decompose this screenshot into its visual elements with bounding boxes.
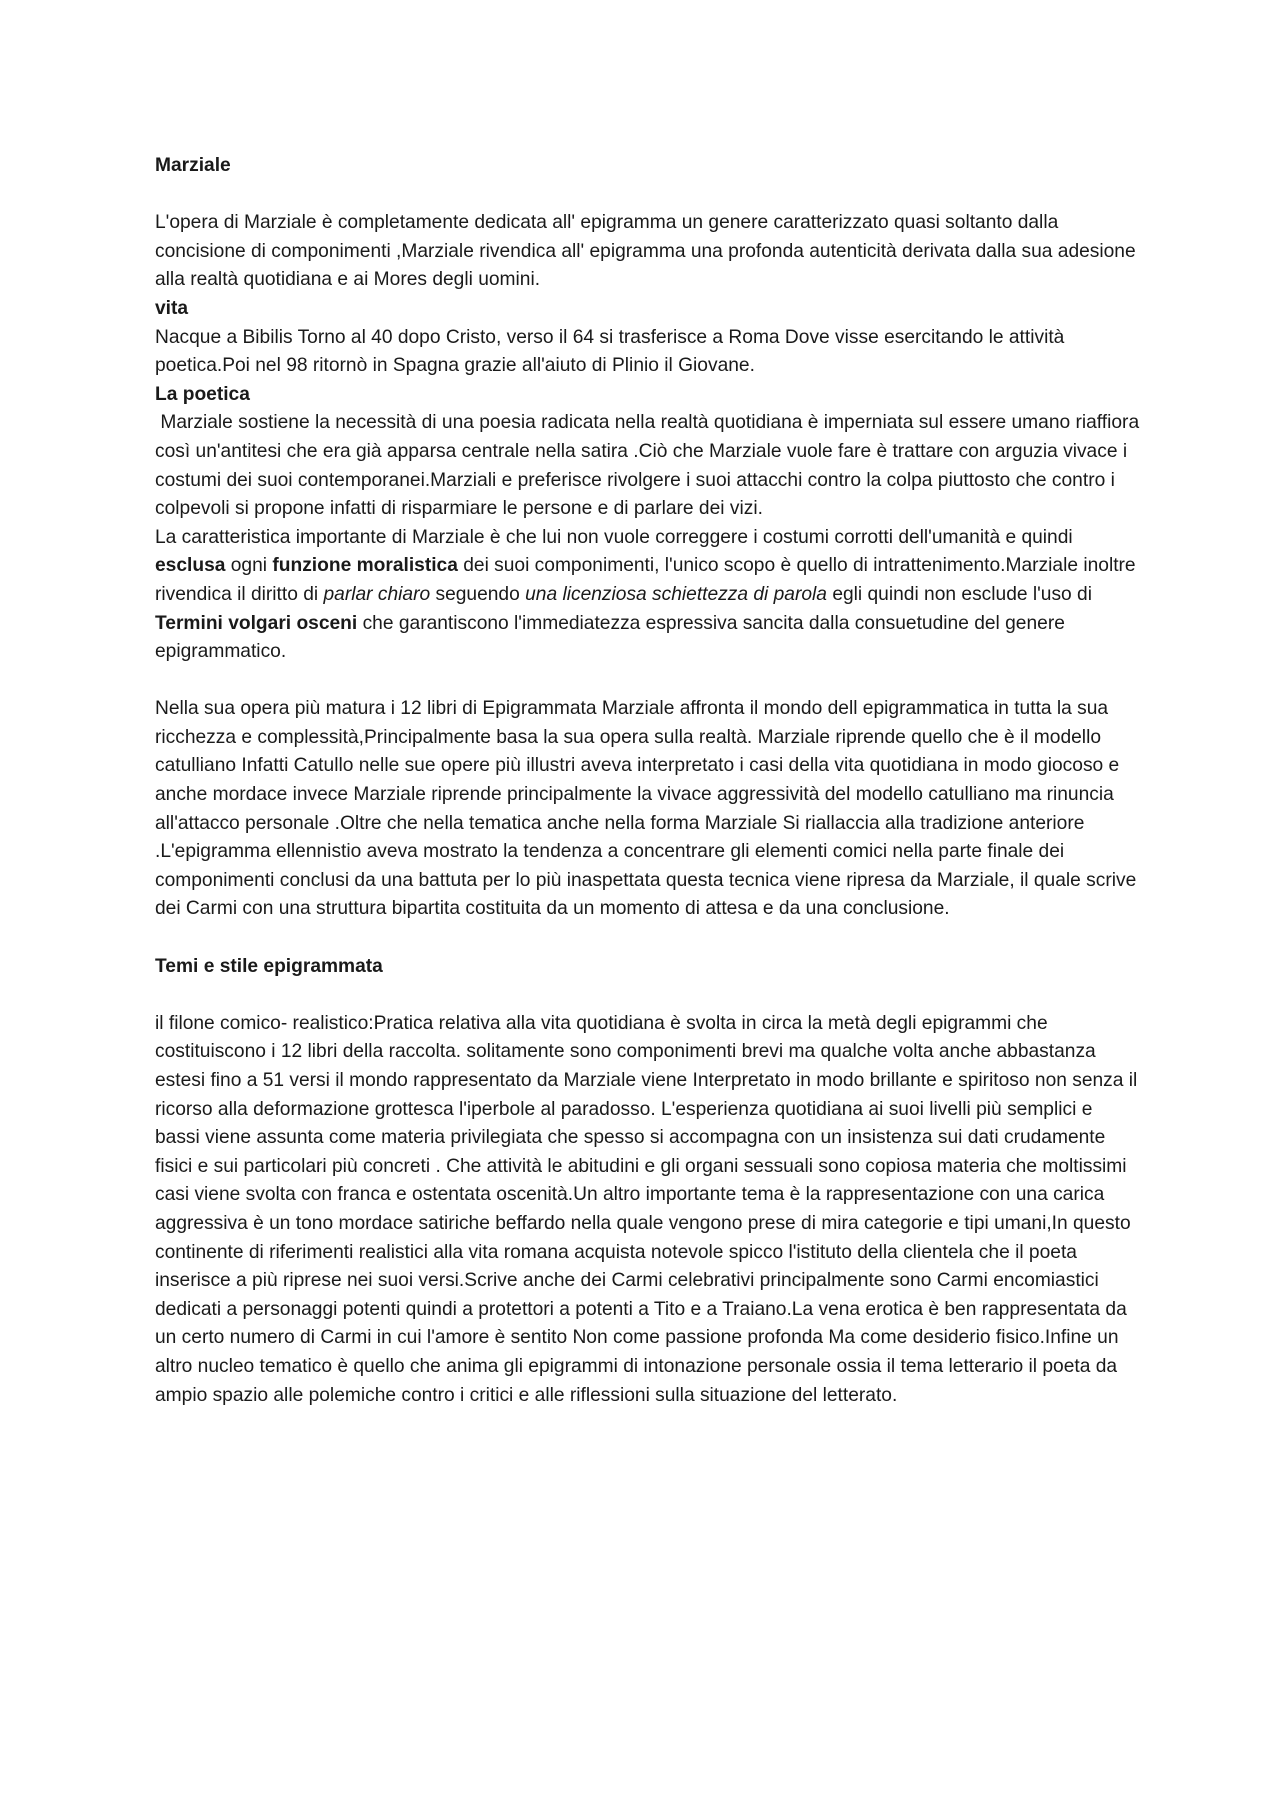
- blank-line: [155, 667, 1140, 696]
- blank-line: [155, 981, 1140, 1010]
- bold-run: funzione moralistica: [272, 555, 458, 577]
- blank-line: [155, 181, 1140, 210]
- italic-run: una licenziosa schiettezza di parola: [525, 583, 827, 605]
- bold-run: Termini volgari osceni: [155, 612, 358, 634]
- temi-heading: Temi e stile epigrammata: [155, 955, 383, 977]
- text-run: che garantiscono l'immediatezza espressiva sancita dalla consuetudine del genere epigrammatico.: [155, 612, 1065, 663]
- bold-run: esclusa: [155, 555, 226, 577]
- text-run: La caratteristica importante di Marziale è che lui non vuole correggere i costumi corrotti dell'umanità e quindi: [155, 526, 1073, 548]
- poetica-paragraph-2: [155, 524, 1140, 667]
- vita-paragraph: Nacque a Bibilis Torno al 40 dopo Cristo, verso il 64 si trasferisce a Roma Dove visse esercitando le attività poetica.Poi nel 98 ritornò in Spagna grazie all'aiuto di Plinio il Giovane.: [155, 326, 1065, 377]
- italic-run: parlar chiaro: [323, 583, 431, 605]
- poetica-heading: La poetica: [155, 383, 250, 405]
- intro-paragraph: L'opera di Marziale è completamente dedicata all' epigramma un genere caratterizzato quasi soltanto dalla concisione di componimenti ,Marziale rivendica all' epigramma una profonda autenticità derivata dalla sua adesione alla realtà quotidiana e ai Mores degli uomini.: [155, 212, 1136, 291]
- blank-line: [155, 924, 1140, 953]
- poetica-paragraph: Marziale sostiene la necessità di una poesia radicata nella realtà quotidiana è imperniata sul essere umano riaffiora così un'antitesi che era già apparsa centrale nella satira .Ciò che Marziale vuole fare è trattare con arguzia vivace i costumi dei suoi contemporanei.Marziali e preferisce rivolgere i suoi attacchi contro la colpa piuttosto che contro i colpevoli si propone infatti di risparmiare le persone e di parlare dei vizi.: [155, 412, 1145, 520]
- text-run: ogni: [225, 555, 273, 577]
- text-run: seguendo: [430, 583, 526, 605]
- text-run: egli quindi non esclude l'uso di: [826, 583, 1092, 605]
- epigrammata-paragraph: Nella sua opera più matura i 12 libri di Epigrammata Marziale affronta il mondo dell epigrammatica in tutta la sua ricchezza e complessità,Principalmente basa la sua opera sulla realtà. Marziale riprende quello che è il modello catulliano Infatti Catullo nelle sue opere più illustri aveva interpretato i casi della vita quotidiana in modo giocoso e anche mordace invece Marziale riprende principalmente la vivace aggressività del modello catulliano ma rinuncia all'attacco personale .Oltre che nella tematica anche nella forma Marziale Si riallaccia alla tradizione anteriore .L'epigramma ellennistio aveva mostrato la tendenza a concentrare gli elementi comici nella parte finale dei componimenti conclusi da una battuta per lo più inaspettata questa tecnica viene ripresa da Marziale, il quale scrive dei Carmi con una struttura bipartita costituita da un momento di attesa e da una conclusione.: [155, 698, 1137, 920]
- document-title: Marziale: [155, 155, 231, 176]
- text-run: dei suoi componimenti, l'unico scopo è quello di intrattenimento.Marziale inoltre rivendica il diritto di: [155, 555, 1136, 605]
- document-body: [155, 152, 1145, 1410]
- vita-heading: vita: [155, 297, 189, 319]
- temi-paragraph: il filone comico- realistico:Pratica relativa alla vita quotidiana è svolta in circa la metà degli epigrammi che costituiscono i 12 libri della raccolta. solitamente sono componimenti brevi ma qualche volta anche abbastanza estesi fino a 51 versi il mondo rappresentato da Marziale viene Interpretato in modo brillante e spiritoso non senza il ricorso alla deformazione grottesca l'iperbole al paradosso. L'esperienza quotidiana ai suoi livelli più semplici e bassi viene assunta come materia privilegiata che spesso si accompagna con un insistenza sui dati crudamente fisici e sui particolari più concreti . Che attività le abitudini e gli organi sessuali sono copiosa materia che moltissimi casi viene svolta con franca e ostentata oscenità.Un altro importante tema è la rappresentazione con una carica aggressiva è un tono mordace satiriche beffardo nella quale vengono prese di mira categorie e tipi umani,In questo continente di riferimenti realistici alla vita romana acquista notevole spicco l'istituto della clientela che il poeta inserisce a più riprese nei suoi versi.Scrive anche dei Carmi celebrativi principalmente sono Carmi encomiastici dedicati a personaggi potenti quindi a protettori a potenti a Tito e a Traiano.La vena erotica è ben rappresentata da un certo numero di Carmi in cui l'amore è sentito Non come passione profonda Ma come desiderio fisico.Infine un altro nucleo tematico è quello che anima gli epigrammi di intonazione personale ossia il tema letterario il poeta da ampio spazio alle polemiche contro i critici e alle riflessioni sulla situazione del letterato.: [155, 1012, 1138, 1406]
